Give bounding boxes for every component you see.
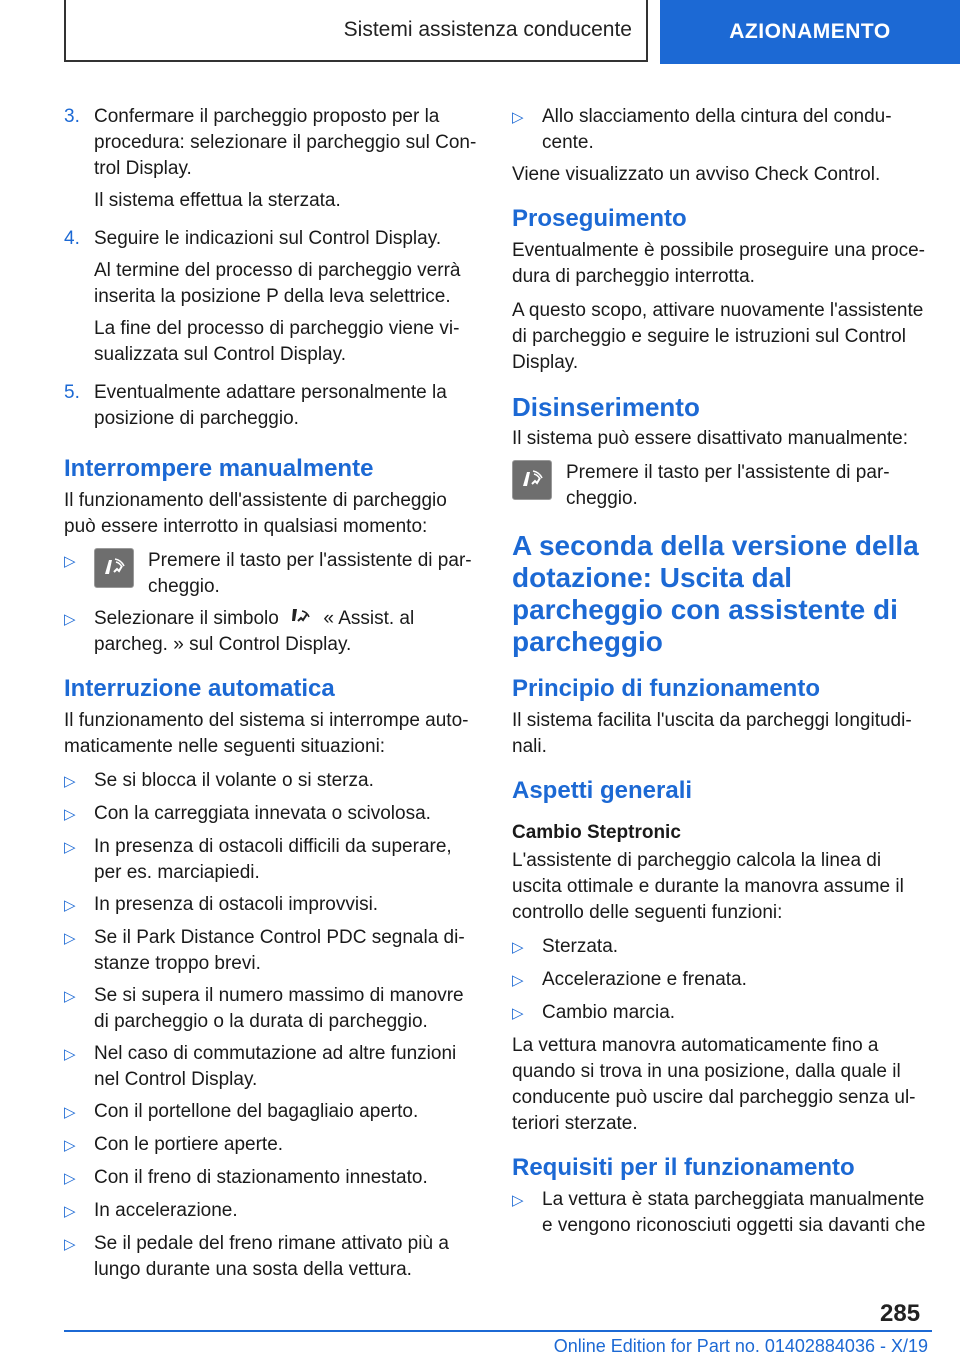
list-item-text: Con il portellone del bagagliaio aperto. — [94, 1101, 419, 1122]
list-item-text: In accelerazione. — [94, 1200, 238, 1221]
triangle-right-icon: ▷ — [512, 939, 524, 956]
triangle-right-icon: ▷ — [64, 1203, 76, 1220]
list-item — [512, 1187, 932, 1239]
heading-manual-interrupt: Interrompere manualmente — [64, 455, 374, 482]
list-item — [64, 892, 482, 919]
step-text: La fine del processo di parcheggio viene vi-sualizzata sul Control Display. — [94, 318, 460, 365]
list-item-text: La vettura è stata parcheggiata manualmente e vengono riconosciuti oggetti sia davanti che — [542, 1189, 926, 1236]
paragraph: Il sistema può essere disattivato manualmente: — [512, 428, 909, 449]
list-item — [512, 1000, 932, 1027]
triangle-right-icon: ▷ — [64, 611, 76, 628]
triangle-right-icon: ▷ — [64, 1137, 76, 1154]
heading-auto-interrupt: Interruzione automatica — [64, 675, 335, 702]
paragraph: Il funzionamento dell'assistente di parcheggio può essere interrotto in qualsiasi momento: — [64, 490, 447, 537]
step-3 — [64, 104, 482, 220]
park-assist-symbol-icon — [290, 607, 312, 627]
triangle-right-icon: ▷ — [512, 109, 524, 126]
triangle-right-icon: ▷ — [64, 1170, 76, 1187]
heading-steptronic: Cambio Steptronic — [512, 822, 681, 843]
triangle-right-icon: ▷ — [512, 972, 524, 989]
triangle-right-icon: ▷ — [64, 839, 76, 856]
page-header — [0, 0, 960, 66]
list-item-text: Se si supera il numero massimo di manovre di parcheggio o la durata di parcheggio. — [94, 985, 464, 1032]
page-number: 285 — [880, 1300, 921, 1327]
right-column — [512, 104, 932, 1245]
park-assist-button-icon — [94, 548, 134, 588]
list-item-text: Allo slacciamento della cintura del condu-cente. — [542, 106, 892, 153]
triangle-right-icon: ▷ — [64, 773, 76, 790]
paragraph: L'assistente di parcheggio calcola la linea di uscita ottimale e durante la manovra assume il controllo delle seguenti funzioni: — [512, 850, 904, 923]
paragraph: La vettura manovra automaticamente fino a quando si trova in una posizione, dalla quale il conducente può uscire dal parcheggio senza ul-teriori sterzate. — [512, 1035, 916, 1134]
list-item — [64, 983, 482, 1035]
heading-requirements: Requisiti per il funzionamento — [512, 1154, 855, 1181]
list-item-text: Con il freno di stazionamento innestato. — [94, 1167, 428, 1188]
steptronic-list — [512, 934, 932, 1027]
step-5 — [64, 380, 482, 438]
list-item — [64, 1041, 482, 1093]
step-text: Seguire le indicazioni sul Control Display. — [94, 228, 442, 249]
list-item-text: Con la carreggiata innevata o scivolosa. — [94, 803, 431, 824]
triangle-right-icon: ▷ — [64, 1104, 76, 1121]
paragraph: Viene visualizzato un avviso Check Control. — [512, 164, 881, 185]
triangle-right-icon: ▷ — [512, 1192, 524, 1209]
triangle-right-icon: ▷ — [64, 1046, 76, 1063]
step-text: Eventualmente adattare personalmente la posizione di parcheggio. — [94, 382, 447, 429]
list-item-text: In presenza di ostacoli difficili da superare, per es. marciapiedi. — [94, 836, 452, 883]
list-item — [512, 934, 932, 961]
heading-principle: Principio di funzionamento — [512, 675, 820, 702]
left-column — [64, 104, 482, 1289]
list-item — [64, 606, 482, 658]
list-item — [512, 460, 932, 512]
triangle-right-icon: ▷ — [64, 1236, 76, 1253]
list-item-text: Premere il tasto per l'assistente di par-cheggio. — [148, 550, 472, 597]
step-text: Il sistema effettua la sterzata. — [94, 190, 341, 211]
list-item-text: « Assist. al parcheg. » sul Control Display. — [94, 608, 415, 655]
list-item-text: Sterzata. — [542, 936, 619, 957]
list-item-text: Premere il tasto per l'assistente di par-cheggio. — [566, 462, 890, 509]
footer-edition[interactable]: Online Edition for Part no. 01402884036 - X/19 — [553, 1336, 928, 1356]
list-item-text: Se il pedale del freno rimane attivato più a lungo durante una sosta della vettura. — [94, 1233, 449, 1280]
paragraph: A questo scopo, attivare nuovamente l'assistente di parcheggio e seguire le istruzioni sul Control Display. — [512, 300, 924, 373]
header-section-title: Sistemi assistenza conducente — [64, 0, 648, 62]
paragraph: Eventualmente è possibile proseguire una proce-dura di parcheggio interrotta. — [512, 240, 925, 287]
list-item-text: Cambio marcia. — [542, 1002, 676, 1023]
triangle-right-icon: ▷ — [64, 897, 76, 914]
list-item-text: Con le portiere aperte. — [94, 1134, 284, 1155]
heading-exit-parking: A seconda della versione della dotazione: Uscita dal parcheggio con assistente di parcheggio — [512, 530, 919, 657]
paragraph: Il funzionamento del sistema si interrompe auto-maticamente nelle seguenti situazioni: — [64, 710, 469, 757]
list-item-text: Accelerazione e frenata. — [542, 969, 747, 990]
footer-divider — [64, 1330, 932, 1332]
list-item — [64, 1165, 482, 1192]
step-number: 4. — [64, 228, 80, 249]
list-item — [64, 1132, 482, 1159]
triangle-right-icon: ▷ — [64, 553, 76, 570]
park-assist-button-icon — [512, 460, 552, 500]
list-item — [512, 104, 932, 156]
header-chapter-tab[interactable]: AZIONAMENTO — [660, 0, 960, 64]
list-item — [64, 548, 482, 600]
heading-continue: Proseguimento — [512, 205, 687, 232]
list-item — [64, 1099, 482, 1126]
step-text: Confermare il parcheggio proposto per la procedura: selezionare il parcheggio sul Con-trol Display. — [94, 106, 477, 179]
step-number: 5. — [64, 382, 80, 403]
paragraph: Il sistema facilita l'uscita da parcheggi longitudi-nali. — [512, 710, 912, 757]
list-item — [64, 1198, 482, 1225]
list-item-text: Se il Park Distance Control PDC segnala di-stanze troppo brevi. — [94, 927, 465, 974]
step-4 — [64, 226, 482, 374]
list-item — [64, 768, 482, 795]
triangle-right-icon: ▷ — [64, 930, 76, 947]
list-item — [64, 834, 482, 886]
list-item-text: In presenza di ostacoli improvvisi. — [94, 894, 379, 915]
triangle-right-icon: ▷ — [64, 988, 76, 1005]
list-item — [64, 801, 482, 828]
step-text: Al termine del processo di parcheggio verrà inserita la posizione P della leva selettrice. — [94, 260, 461, 307]
list-item — [512, 967, 932, 994]
triangle-right-icon: ▷ — [64, 806, 76, 823]
list-item-text: Se si blocca il volante o si sterza. — [94, 770, 374, 791]
list-item-text: Selezionare il simbolo — [94, 608, 279, 629]
auto-interrupt-list — [64, 768, 482, 1283]
list-item-text: Nel caso di commutazione ad altre funzioni nel Control Display. — [94, 1043, 457, 1090]
heading-disable: Disinserimento — [512, 392, 700, 422]
triangle-right-icon: ▷ — [512, 1005, 524, 1022]
list-item — [64, 1231, 482, 1283]
step-number: 3. — [64, 106, 80, 127]
list-item — [64, 925, 482, 977]
heading-general: Aspetti generali — [512, 777, 693, 804]
